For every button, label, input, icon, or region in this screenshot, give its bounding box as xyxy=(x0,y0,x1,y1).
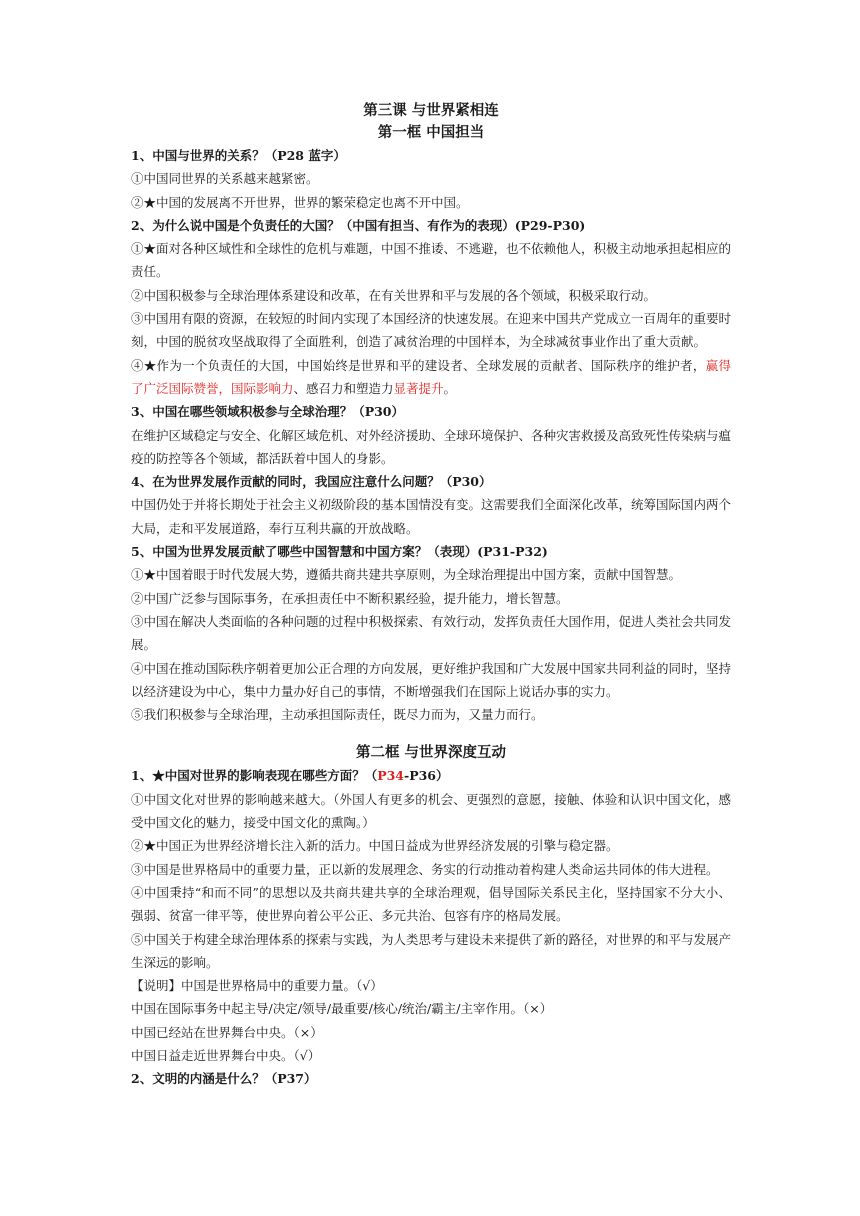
question-heading: 2、文明的内涵是什么？（P37） xyxy=(131,1071,317,1087)
answer-item: ③中国用有限的资源，在较短的时间内实现了本国经济的快速发展。在迎来中国共产党成立一百周年的重要时刻，中国的脱贫攻坚战取得了全面胜利，创造了减贫治理的中国样本，为全球减贫事业作出了重大贡献。 xyxy=(131,311,732,350)
question-heading xyxy=(131,764,731,787)
document-page xyxy=(131,100,731,1091)
answer-text: 、感召力和塑造力 xyxy=(293,380,394,396)
answer-item: ④中国在推动国际秩序朝着更加公正合理的方向发展，更好维护我国和广大发展中国家共同利益的同时，坚持以经济建设为中心，集中力量办好自己的事情，不断增强我们在国际上说话办事的实力。 xyxy=(131,660,732,699)
answer-item: ①中国文化对世界的影响越来越大。（外国人有更多的机会、更强烈的意愿，接触、体验和认识中国文化，感受中国文化的魅力，接受中国文化的熏陶。） xyxy=(131,791,731,831)
answer-item: ③中国在解决人类面临的各种问题的过程中积极探索、有效行动，发挥负责任大国作用，促进人类社会共同发展。 xyxy=(131,613,732,653)
answer-item: ③中国是世界格局中的重要力量，正以新的发展理念、务实的行动推动着构建人类命运共同体的伟大进程。 xyxy=(131,861,719,877)
answer-text: 中国仍处于并将长期处于社会主义初级阶段的基本国情没有变。这需要我们全面深化改革，统筹国际国内两个大局，走和平发展道路，奉行互利共赢的开放战略。 xyxy=(131,497,732,536)
answer-item: ⑤中国关于构建全球治理体系的探索与实践，为人类思考与建设未来提供了新的路径，对世界的和平与发展产生深远的影响。 xyxy=(131,931,732,970)
heading-text: 1、★中国对世界的影响表现在哪些方面？（ xyxy=(131,768,378,784)
question-heading: 5、中国为世界发展贡献了哪些中国智慧和中国方案？（表现）(P31-P32) xyxy=(131,544,548,560)
highlight-text: 赢得了广泛国际赞誉，国际影响力 xyxy=(131,357,731,396)
answer-item: ②★中国正为世界经济增长注入新的活力。中国日益成为世界经济发展的引擎与稳定器。 xyxy=(131,838,619,854)
lesson-title: 第三课 与世界紧相连 xyxy=(363,102,499,119)
answer-item xyxy=(131,354,731,401)
answer-item: ①中国同世界的关系越来越紧密。 xyxy=(131,171,319,187)
note-line: 【说明】中国是世界格局中的重要力量。（√） xyxy=(131,978,383,994)
section1-title: 第一框 中国担当 xyxy=(377,124,485,141)
note-line: 中国在国际事务中起主导/决定/领导/最重要/核心/统治/霸主/主宰作用。（×） xyxy=(131,1001,553,1017)
answer-text: ④★作为一个负责任的大国，中国始终是世界和平的建设者、全球发展的贡献者、国际秩序的维护者， xyxy=(131,357,706,373)
note-line: 中国已经站在世界舞台中央。（×） xyxy=(131,1024,323,1040)
answer-item: ②中国广泛参与国际事务，在承担责任中不断积累经验，提升能力，增长智慧。 xyxy=(131,590,569,606)
answer-text: 在维护区域稳定与安全、化解区域危机、对外经济援助、全球环境保护、各种灾害救援及高致死性传染病与瘟疫的防控等各个领域，都活跃着中国人的身影。 xyxy=(131,427,732,466)
answer-item: ⑤我们积极参与全球治理，主动承担国际责任，既尽力而为，又量力而行。 xyxy=(131,707,544,723)
answer-item: ④中国秉持“和而不同”的思想以及共商共建共享的全球治理观，倡导国际关系民主化，坚持国家不分大小、强弱、贫富一律平等，使世界向着公平公正、多元共治、包容有序的格局发展。 xyxy=(131,884,731,924)
highlight-text: P34 xyxy=(377,768,404,784)
answer-text: 。 xyxy=(443,380,457,396)
heading-text: -P36） xyxy=(404,768,449,784)
note-line: 中国日益走近世界舞台中央。（√） xyxy=(131,1047,321,1063)
answer-item: ②★中国的发展离不开世界，世界的繁荣稳定也离不开中国。 xyxy=(131,194,469,210)
answer-item: ①★面对各种区域性和全球性的危机与难题，中国不推诿、不逃避，也不依赖他人，积极主动地承担起相应的责任。 xyxy=(131,241,732,280)
answer-item: ②中国积极参与全球治理体系建设和改革，在有关世界和平与发展的各个领域，积极采取行动。 xyxy=(131,287,657,303)
highlight-text: 显著提升 xyxy=(393,380,444,396)
question-heading: 4、在为世界发展作贡献的同时，我国应注意什么问题？（P30） xyxy=(131,474,492,490)
question-heading: 1、中国与世界的关系？（P28 蓝字） xyxy=(131,148,346,163)
answer-item: ①★中国着眼于时代发展大势，遵循共商共建共享原则，为全球治理提出中国方案，贡献中国智慧。 xyxy=(131,567,682,583)
question-heading: 2、为什么说中国是个负责任的大国？（中国有担当、有作为的表现）(P29-P30) xyxy=(131,217,586,233)
question-heading: 3、中国在哪些领域积极参与全球治理？（P30） xyxy=(131,404,404,420)
section2-title: 第二框 与世界深度互动 xyxy=(355,744,507,762)
